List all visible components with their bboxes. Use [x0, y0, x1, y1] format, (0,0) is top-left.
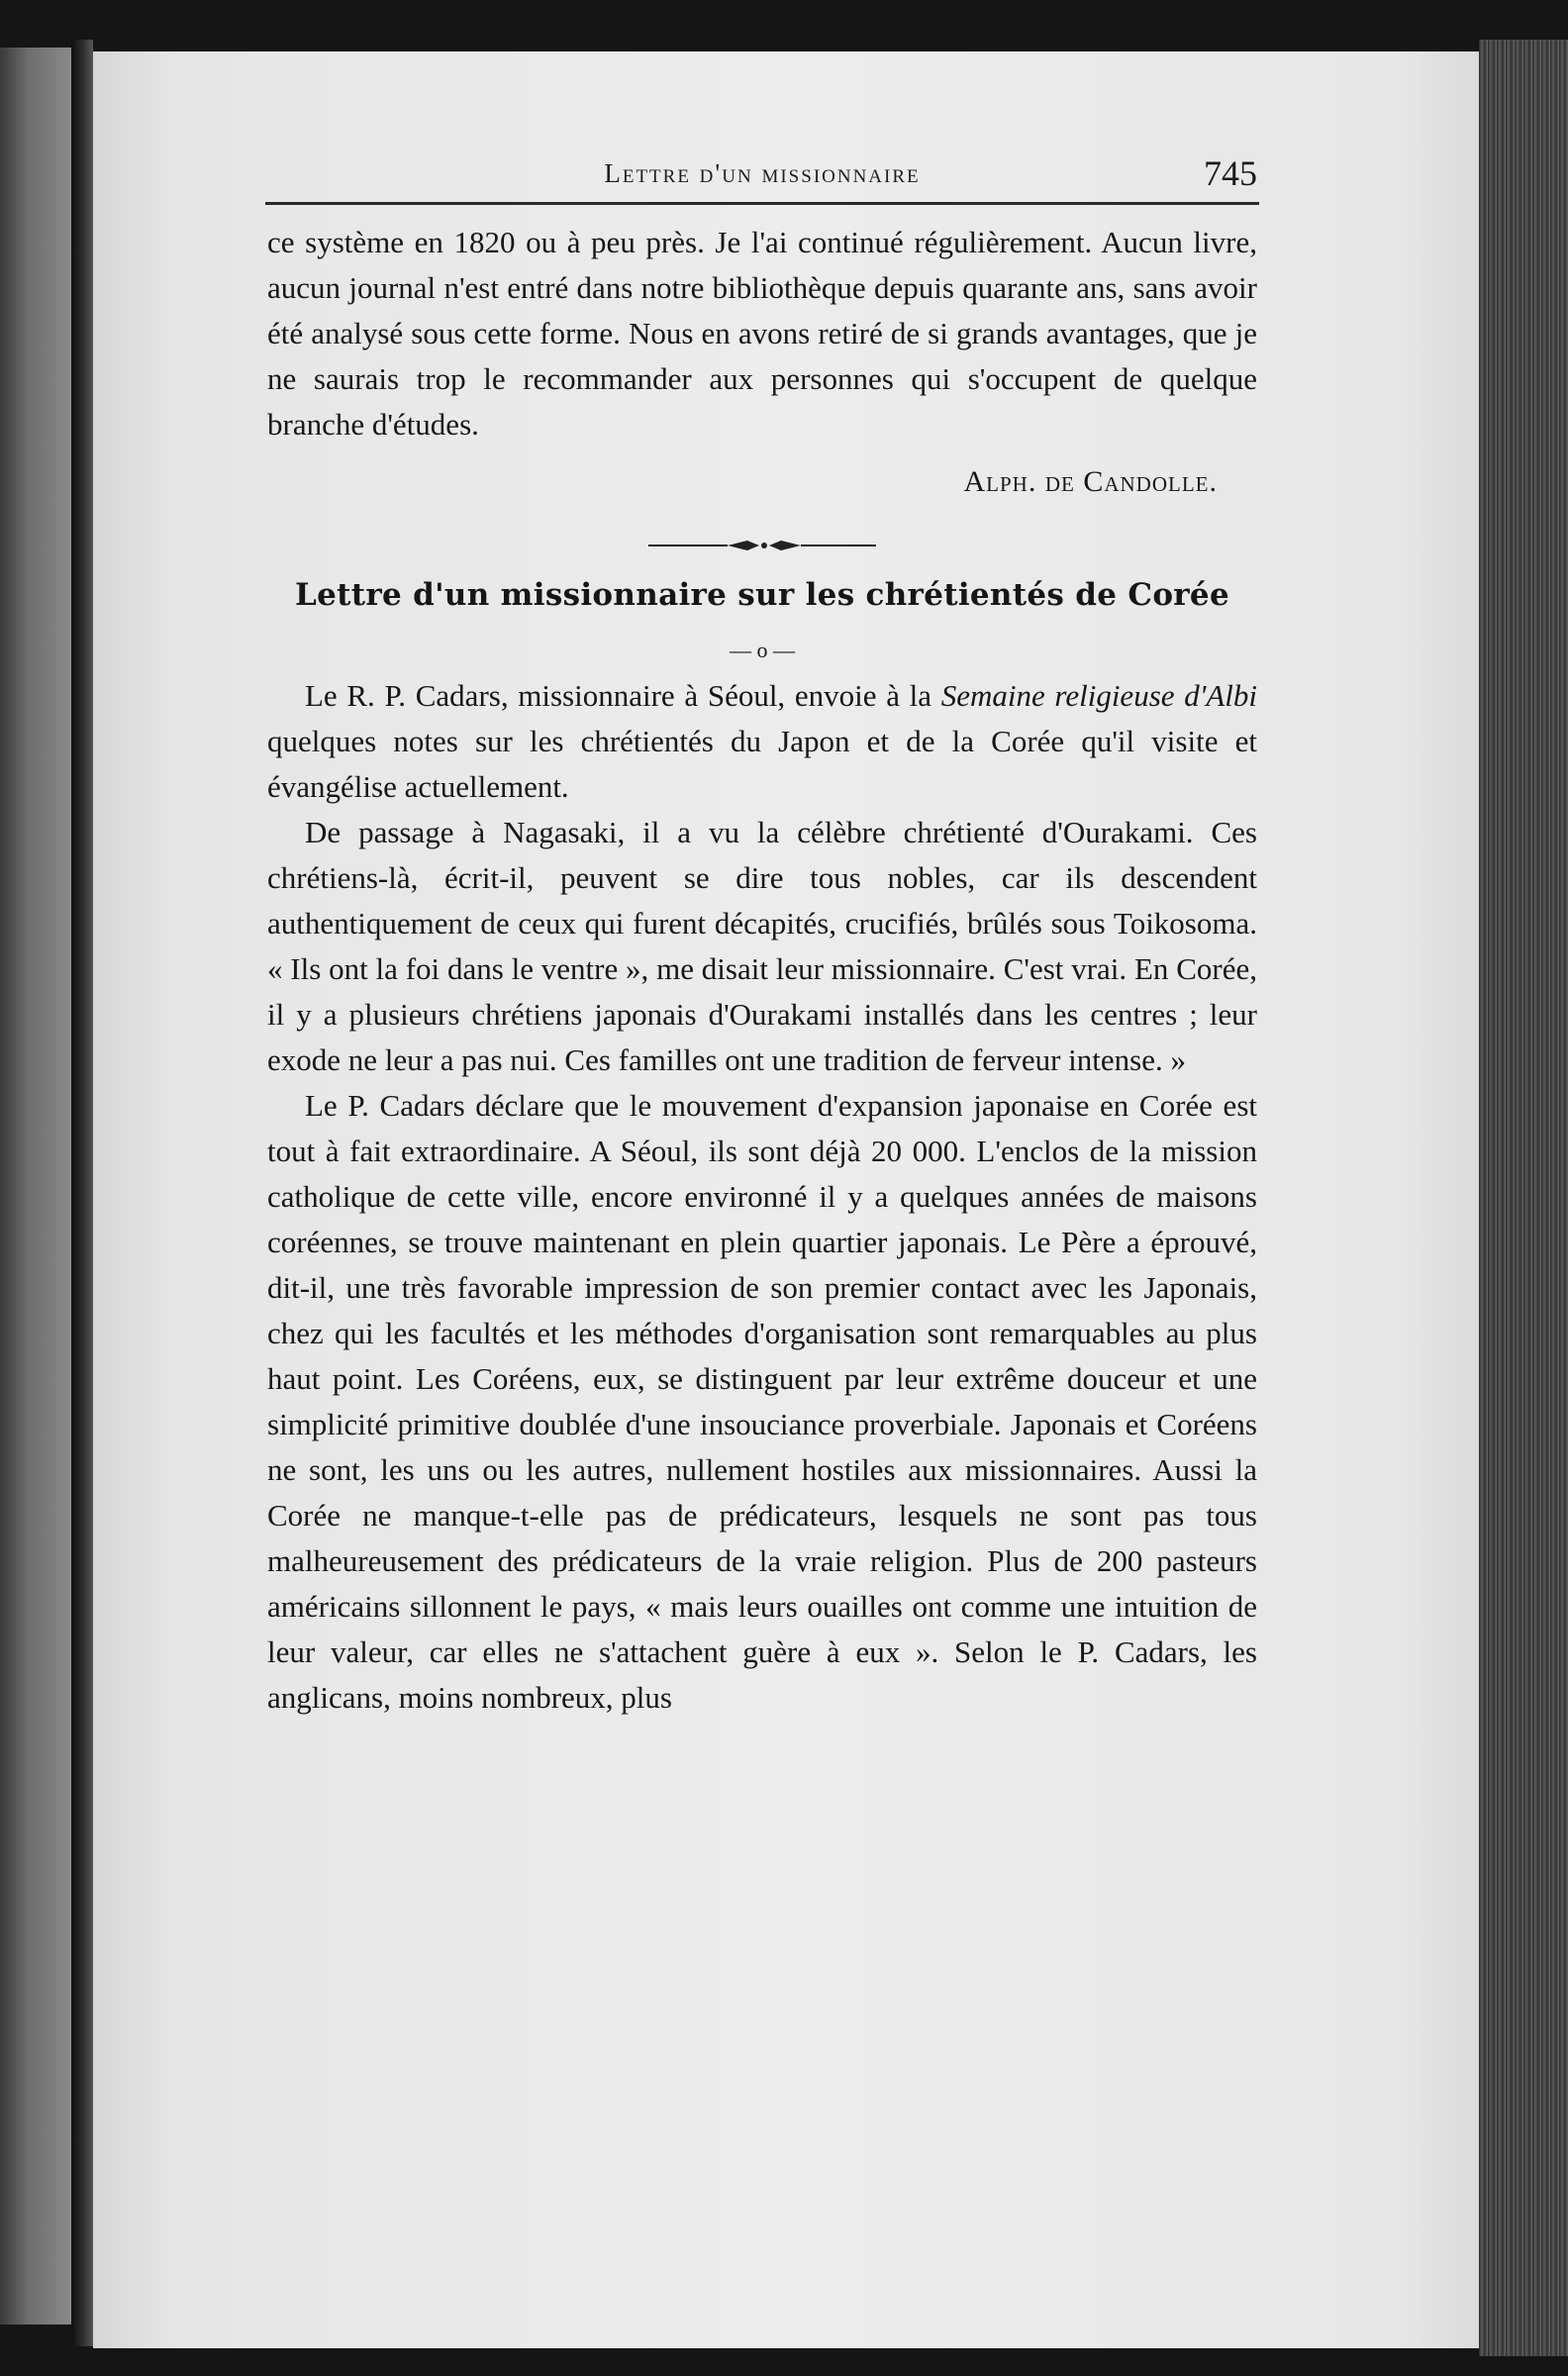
previous-page-edge: [0, 48, 71, 2325]
header-rule: [265, 202, 1259, 205]
page-number: 745: [1204, 153, 1257, 193]
section-divider-ornament: [267, 523, 1257, 552]
running-title: Lettre d'un missionnaire: [604, 158, 921, 188]
ornament-icon: [648, 536, 876, 555]
letter-paragraph-1: [267, 673, 1257, 810]
letter-paragraph-2: De passage à Nagasaki, il a vu la célèbre chrétienté d'Ourakami. Ces chrétiens-là, écrit-il, peuvent se dire tous nobles, car ils descendent authentiquement de ceux qui furent décapités, crucifiés, brûlés sous Toikosoma. « Ils ont la foi dans le ventre », me disait leur missionnaire. C'est vrai. En Corée, il y a plusieurs chrétiens japonais d'Ourakami installés dans les centres ; leur exode ne leur a pas nui. Ces familles ont une tradition de ferveur intense. »: [267, 815, 1257, 1077]
page-edge-stack: [1479, 40, 1568, 2356]
letter-paragraph-3: Le P. Cadars déclare que le mouvement d'expansion japonaise en Corée est tout à fait extraordinaire. A Séoul, ils sont déjà 20 000. L'enclos de la mission catholique de cette ville, encore environné il y a quelques années de maisons coréennes, se trouve maintenant en plein quartier japonais. Le Père a éprouvé, dit-il, une très favorable impression de son premier contact avec les Japonais, chez qui les facultés et les méthodes d'organisation sont remarquables au plus haut point. Les Coréens, eux, se distinguent par leur extrême douceur et une simplicité primitive doublée d'une insouciance proverbiale. Japonais et Coréens ne sont, les uns ou les autres, nullement hostiles aux missionnaires. Aussi la Corée ne manque-t-elle pas de prédicateurs, lesquels ne sont pas tous malheureusement des prédicateurs de la vraie religion. Plus de 200 pasteurs américains sillonnent le pays, « mais leurs ouailles ont comme une intuition de leur valeur, car elles ne s'attachent guère à eux ». Selon le P. Cadars, les anglicans, moins nombreux, plus: [267, 1088, 1257, 1715]
p1-rest: quelques notes sur les chrétientés du Japon et de la Corée qu'il visite et évangélise actuellement.: [267, 724, 1257, 804]
title-sub-ornament: — o —: [730, 638, 795, 662]
book-gutter: [71, 40, 93, 2346]
letter-title: Lettre d'un missionnaire sur les chrétientés de Corée: [295, 577, 1229, 613]
author-signature: Alph. de Candolle.: [963, 465, 1218, 498]
continuation-paragraph: ce système en 1820 ou à peu près. Je l'ai continué régulièrement. Aucun livre, aucun journal n'est entré dans notre bibliothèque depuis quarante ans, sans avoir été analysé sous cette forme. Nous en avons retiré de si grands avantages, que je ne saurais trop le recommander aux personnes qui s'occupent de quelque branche d'études.: [267, 225, 1257, 442]
page-header: [267, 153, 1257, 198]
publication-title: Semaine religieuse d'Albi: [940, 678, 1258, 713]
p1-lead: Le R. P. Cadars, missionnaire à Séoul, envoie à la: [305, 678, 932, 713]
page-body: [267, 220, 1257, 1721]
